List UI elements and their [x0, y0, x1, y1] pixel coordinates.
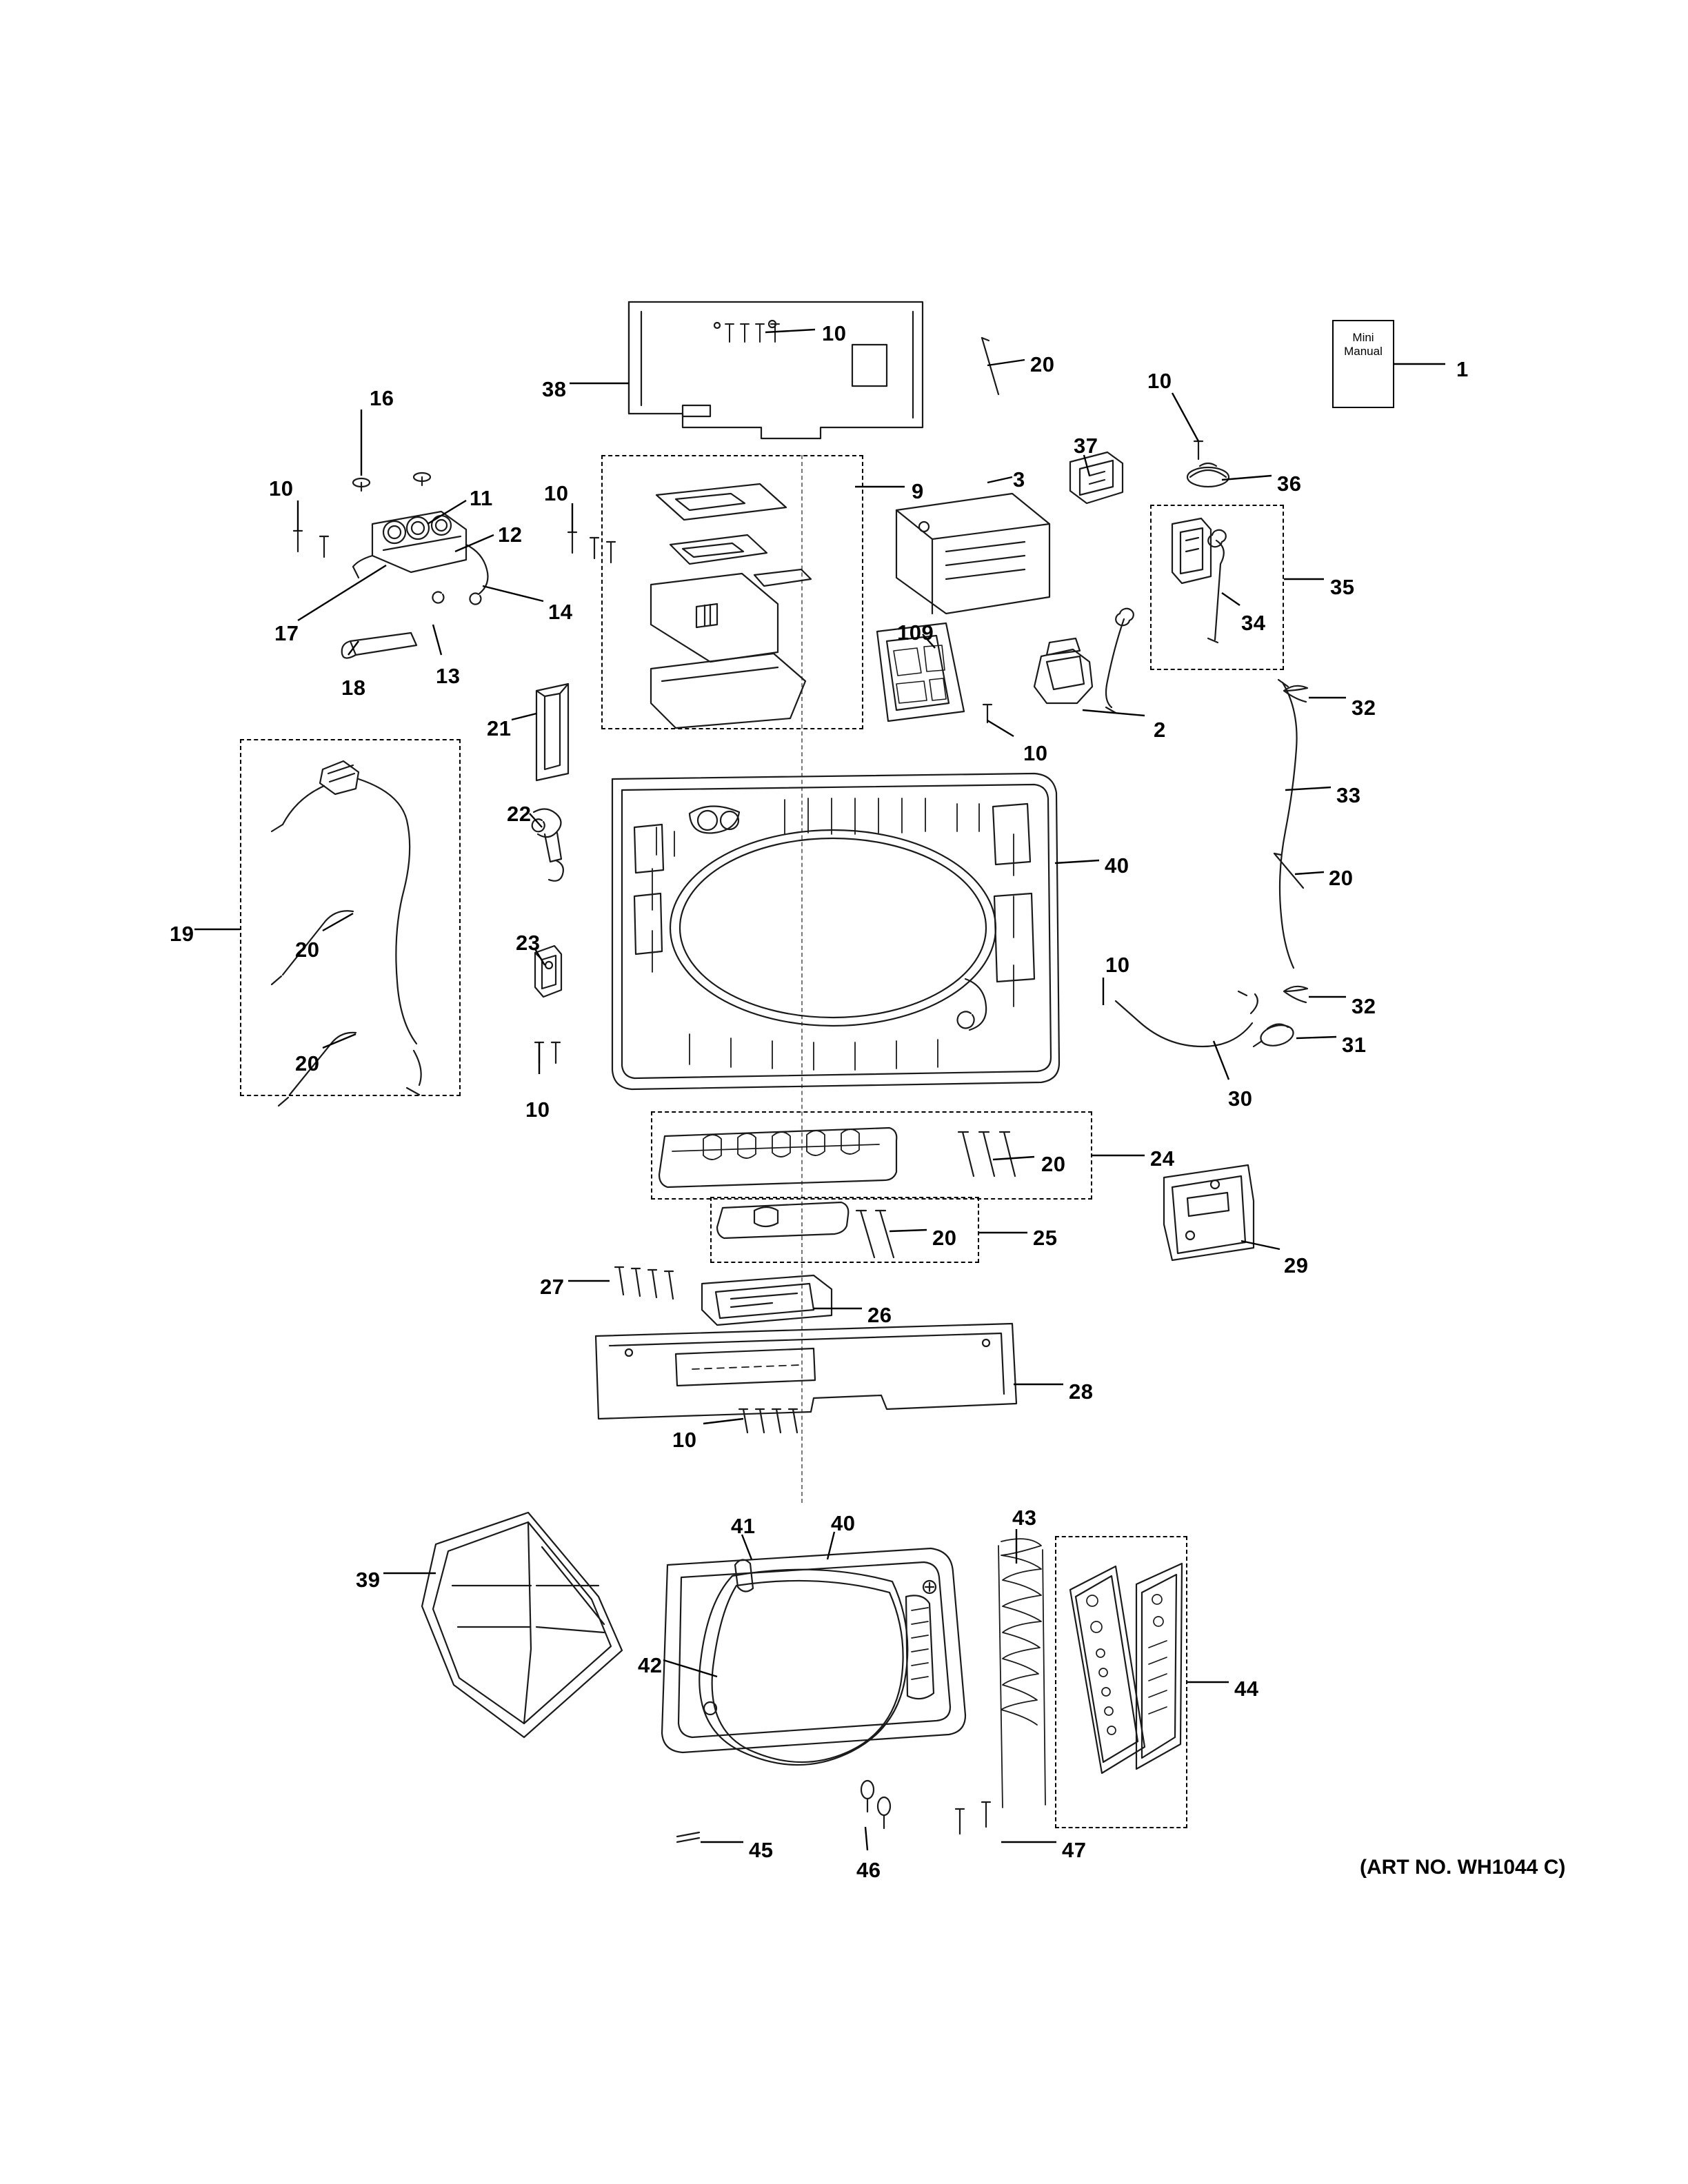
callout-number: 38 — [542, 377, 567, 401]
dash-group-44 — [1055, 1536, 1187, 1828]
callout-number: 32 — [1352, 696, 1376, 720]
callout-number: 20 — [1030, 352, 1055, 376]
callout-number: 21 — [487, 716, 512, 740]
callout-number: 10 — [672, 1428, 697, 1452]
callout-number: 12 — [498, 523, 523, 547]
callout-number: 14 — [548, 600, 573, 624]
callout-number: 20 — [295, 938, 320, 962]
dash-group-9 — [601, 455, 863, 729]
dash-group-35 — [1150, 505, 1284, 670]
callout-number: 10 — [525, 1098, 550, 1122]
callout-number: 37 — [1074, 434, 1098, 458]
callout-number: 109 — [897, 620, 934, 645]
callout-number: 45 — [749, 1838, 774, 1862]
callout-number: 31 — [1342, 1033, 1367, 1057]
dash-group-19 — [240, 739, 461, 1096]
callout-number: 44 — [1234, 1677, 1259, 1701]
callout-number: 2 — [1154, 718, 1166, 742]
callout-number: 17 — [274, 621, 299, 645]
callout-number: 20 — [295, 1051, 320, 1075]
callout-number: 23 — [516, 931, 541, 955]
callout-number: 19 — [170, 922, 194, 946]
mini-manual-item — [1332, 320, 1394, 408]
callout-number: 28 — [1069, 1379, 1094, 1404]
callout-number: 43 — [1012, 1506, 1037, 1530]
callout-number: 1 — [1456, 357, 1469, 381]
callout-number: 10 — [1105, 953, 1130, 977]
callout-number: 16 — [370, 386, 394, 410]
callout-number: 39 — [356, 1568, 381, 1592]
callout-number: 25 — [1033, 1226, 1058, 1250]
callout-number: 27 — [540, 1275, 565, 1299]
callout-number: 9 — [912, 479, 924, 503]
callout-number: 13 — [436, 664, 461, 688]
callout-number: 10 — [1023, 741, 1048, 765]
callout-number: 33 — [1336, 783, 1361, 807]
callout-number: 3 — [1013, 467, 1025, 492]
callout-number: 18 — [341, 676, 366, 700]
callout-number: 30 — [1228, 1086, 1253, 1111]
callout-number: 47 — [1062, 1838, 1087, 1862]
callout-number: 35 — [1330, 575, 1355, 599]
callout-number: 10 — [544, 481, 569, 505]
callout-number: 29 — [1284, 1253, 1309, 1277]
dash-group-24 — [651, 1111, 1092, 1200]
callout-number: 10 — [822, 321, 847, 345]
callout-number: 11 — [470, 486, 493, 510]
callout-number: 20 — [1329, 866, 1354, 890]
callout-number: 22 — [507, 802, 532, 826]
mini-manual-line-2: Manual — [1344, 344, 1383, 358]
callout-number: 34 — [1241, 611, 1266, 635]
callout-number: 26 — [867, 1303, 892, 1327]
callout-number: 46 — [856, 1858, 881, 1882]
art-number-label: (ART NO. WH1044 C) — [1360, 1856, 1566, 1879]
callout-number: 40 — [831, 1511, 856, 1535]
callout-number: 36 — [1277, 472, 1302, 496]
mini-manual-line-1: Mini — [1352, 331, 1374, 344]
callout-number: 20 — [932, 1226, 957, 1250]
callout-number: 20 — [1041, 1152, 1066, 1176]
callout-number: 24 — [1150, 1146, 1175, 1171]
callout-number: 41 — [731, 1514, 756, 1538]
callout-number: 42 — [638, 1653, 663, 1677]
callout-number: 40 — [1105, 853, 1129, 878]
callout-number: 10 — [269, 476, 294, 501]
callout-number: 10 — [1147, 369, 1172, 393]
callout-number: 32 — [1352, 994, 1376, 1018]
